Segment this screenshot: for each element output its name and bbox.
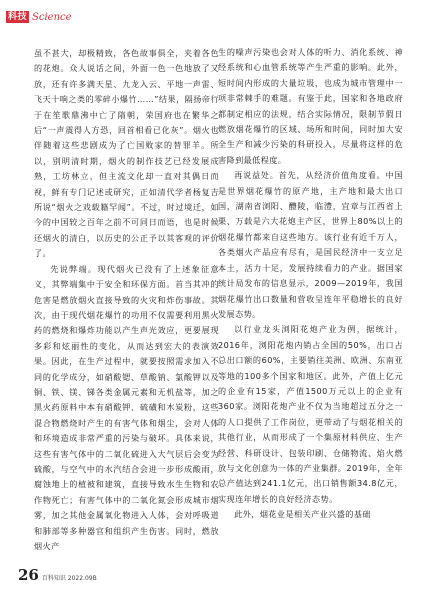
paragraph: 以行业龙头浏阳花炮产业为例，据统计，2016年，浏阳花炮内销占全国的50%，出口占总出口额的60%，主要销往美洲、欧洲、东南亚等地的100多个国家和地区。此外，产值上亿元的企业有15家，产值1500万元以上的企业有360家。浏阳花炮产业不仅为当地超过五分之一的人口提供了工作岗位，更带动了与烟花相关的其他行业，从而形成了一个集原材料供应、生产经营、科研设计、包装印刷、仓储物流、焰火燃放与文化创意为一体的产业集群。2019年，全年总产值达到241.1亿元，出口销售额34.8亿元，实现连年增长的良好经济态势。 bbox=[218, 324, 403, 504]
paragraph: 此外，烟花业是相关产业兴盛的基础 bbox=[234, 509, 371, 520]
left-column bbox=[34, 46, 219, 566]
right-column bbox=[218, 45, 403, 565]
paragraph: 再说益处。首先，从经济价值角度看。中国是世界烟花爆竹的原产地，主产地和最大出口国，湖南省浏阳、醴陵，临澧，宜章与江西省上栗、万载是六大花炮主产区，世界上80%以上的烟花爆竹都来自这些地方。该行业有近千万人，各类烟火产品应有尽有，是国民经济中一支立足本土，活力十足，发展持续看力的产业。据国家统计局发布的信息显示，2009—2019年，我国烟花爆竹出口数量和营收呈连年平稳增长的良好发展态势。 bbox=[218, 170, 403, 319]
page-number: 26 bbox=[18, 566, 39, 584]
paragraph: 生的噪声污染也会对人体的听力、消化系统、神经系统和心血管系统等产生严重的影响。此外，短时间内形成的大量垃圾，也成为城市管理中一项非常棘手的难题。有鉴于此，国家和各地政府都制定相应的法规，结合实际情况，限制节假日燃放烟花爆竹的区域、场所和时间，同时加大安全生产和减少污染的科研投入，尽量将这样的危害降到最低程度。 bbox=[218, 47, 403, 165]
paragraph: 虽不甚大，却极精致，各色故事俱全，夹着各色的花炮。众人说话之间，外面一色一色地放了又放，还有许多满天星、九龙入云、平地一声雷、飞天十响之类的零碎小爆竹……”结果，隔扬帝行于在笙歌鼎沸中亡了隋朝，荣国府也在繁华之后“一声震得人方恐，回首相看已化灰”。烟火也伴随着这些悲剧成为了亡国败家的替罪羊。所以，别明清时期，烟火的制作技艺已经发展成熟，工坊林立，但主流文化却一直对其偶日而视，鲜有专门记述或研究，正如清代学者杨复吉所说“烟火之戏载籍罕闻”。不过，时过境迁，如今的中国较之百年之前不可同日而语，也是时候还烟火的清白，以历史的公正予以其客观的评价了。 bbox=[34, 48, 219, 259]
section-subtitle: Science bbox=[32, 11, 72, 23]
section-header bbox=[6, 10, 72, 24]
paragraph: 先说弊端。现代烟火已没有了上述象征意义，其弊端集中于安全和环保方面。首当其冲的危害是燃放烟火直接导致的火灾和炸伤事故。其次，由于现代烟花爆竹的功用不仅需要利用黑火药的燃烧和爆炸功能以产生声光效应，更要展现多彩和炫丽性的变化，从而达到宏大的表演效果。因此，在生产过程中，就要按照需求加入不同的化学成分，如硝酸锶、草酸钠、氯酸钾以及铜、铁、镁、锑各类金属元素和无机盐等，加之黑火药原料中本有硝酸钾、硫磺和木炭粉，这些混合物燃烧时产生的有害气体和烟尘，会对人体和环境造成非常严重的污染与破坏。具体来说，这些有害气体中的二氧化硫进入大气层后会变为硫酸，与空气中的水汽结合会进一步形成酸雨，腐蚀地上的植被和建筑，直接导致水生生物和农作物死亡；有害气体中的二氧化氮会形成城市烟雾，加之其他金属氧化物进入人体，会对呼吸道和肺部等多种器官和组织产生伤害。同时，燃放烟火产 bbox=[34, 263, 219, 551]
page-footer bbox=[18, 566, 97, 584]
section-badge: 科技 bbox=[8, 12, 28, 22]
magazine-issue: 百科知识 2022.09B bbox=[41, 575, 97, 582]
